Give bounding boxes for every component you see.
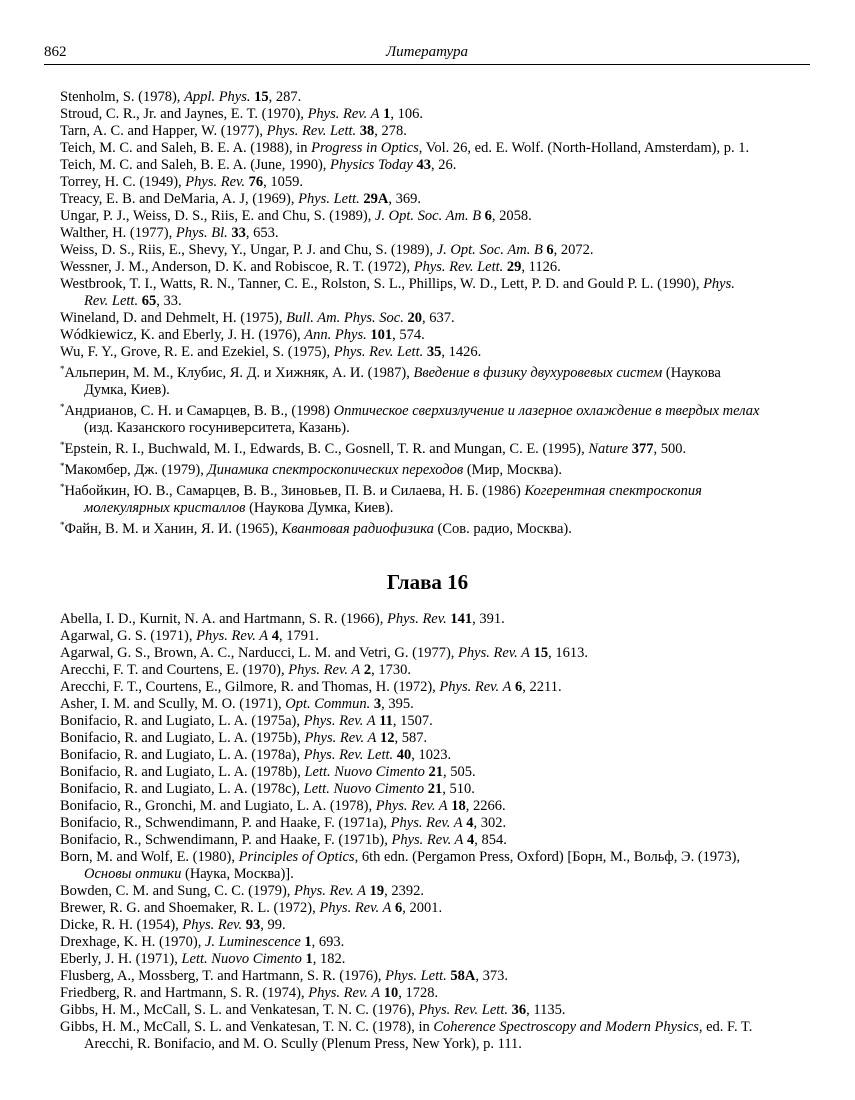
- reference-entry: Abella, I. D., Kurnit, N. A. and Hartmann, S. R. (1966), Phys. Rev. 141, 391.: [60, 611, 505, 627]
- reference-entry: Walther, H. (1977), Phys. Bl. 33, 653.: [60, 225, 279, 241]
- reference-entry: Agarwal, G. S., Brown, A. C., Narducci, L. M. and Vetri, G. (1977), Phys. Rev. A 15, 1613.: [60, 645, 588, 661]
- reference-entry: Stroud, C. R., Jr. and Jaynes, E. T. (1970), Phys. Rev. A 1, 106.: [60, 106, 423, 122]
- reference-entry: Wu, F. Y., Grove, R. E. and Ezekiel, S. (1975), Phys. Rev. Lett. 35, 1426.: [60, 344, 482, 360]
- reference-entry: Wessner, J. M., Anderson, D. K. and Robiscoe, R. T. (1972), Phys. Rev. Lett. 29, 1126.: [60, 259, 561, 275]
- reference-entry: *Макомбер, Дж. (1979), Динамика спектроскопических переходов (Мир, Москва).: [60, 461, 562, 478]
- reference-entry: Bonifacio, R., Schwendimann, P. and Haake, F. (1971a), Phys. Rev. A 4, 302.: [60, 815, 507, 831]
- reference-entry: Westbrook, T. I., Watts, R. N., Tanner, C. E., Rolston, S. L., Phillips, W. D., Lett, P. D. and Gould P. L. (1990), Phys. Rev. Lett. 65, 33.: [60, 276, 735, 309]
- reference-entry: Torrey, H. C. (1949), Phys. Rev. 76, 1059.: [60, 174, 304, 190]
- reference-entry: Bonifacio, R. and Lugiato, L. A. (1978a), Phys. Rev. Lett. 40, 1023.: [60, 747, 452, 763]
- reference-entry: Born, M. and Wolf, E. (1980), Principles of Optics, 6th edn. (Pergamon Press, Oxford) [Борн, М., Вольф, Э. (1973), Основы оптики (Наука, Москва)].: [60, 849, 741, 882]
- reference-entry: Bonifacio, R., Schwendimann, P. and Haake, F. (1971b), Phys. Rev. A 4, 854.: [60, 832, 507, 848]
- running-head: [44, 42, 810, 65]
- reference-entry: *Андрианов, С. Н. и Самарцев, В. В., (1998) Оптическое сверхизлучение и лазерное охлаждение в твердых телах (изд. Казанского госуниверситета, Казань).: [60, 402, 760, 436]
- reference-list-chapter-16: [60, 611, 760, 1053]
- reference-list-chapter-15: [60, 89, 760, 538]
- reference-entry: Wineland, D. and Dehmelt, H. (1975), Bull. Am. Phys. Soc. 20, 637.: [60, 310, 455, 326]
- reference-entry: *Альперин, М. М., Клубис, Я. Д. и Хижняк, А. И. (1987), Введение в физику двухуровевых систем (Наукова Думка, Киев).: [60, 364, 721, 398]
- reference-entry: Bonifacio, R. and Lugiato, L. A. (1978b), Lett. Nuovo Cimento 21, 505.: [60, 764, 476, 780]
- reference-entry: Bonifacio, R. and Lugiato, L. A. (1975b), Phys. Rev. A 12, 587.: [60, 730, 428, 746]
- reference-entry: Ungar, P. J., Weiss, D. S., Riis, E. and Chu, S. (1989), J. Opt. Soc. Am. B 6, 2058.: [60, 208, 532, 224]
- reference-entry: *Набойкин, Ю. В., Самарцев, В. В., Зиновьев, П. В. и Силаева, Н. Б. (1986) Когерентная спектроскопия молекулярных кристаллов (Наукова Думка, Киев).: [60, 482, 702, 516]
- reference-entry: Weiss, D. S., Riis, E., Shevy, Y., Ungar, P. J. and Chu, S. (1989), J. Opt. Soc. Am. B 6, 2072.: [60, 242, 594, 258]
- reference-entry: Arecchi, F. T., Courtens, E., Gilmore, R. and Thomas, H. (1972), Phys. Rev. A 6, 2211.: [60, 679, 562, 695]
- reference-entry: Teich, M. C. and Saleh, B. E. A. (June, 1990), Physics Today 43, 26.: [60, 157, 457, 173]
- reference-entry: Teich, M. C. and Saleh, B. E. A. (1988), in Progress in Optics, Vol. 26, ed. E. Wolf. (North-Holland, Amsterdam), p. 1.: [60, 140, 750, 156]
- reference-entry: Arecchi, F. T. and Courtens, E. (1970), Phys. Rev. A 2, 1730.: [60, 662, 411, 678]
- reference-entry: Stenholm, S. (1978), Appl. Phys. 15, 287.: [60, 89, 302, 105]
- reference-entry: Bonifacio, R., Gronchi, M. and Lugiato, L. A. (1978), Phys. Rev. A 18, 2266.: [60, 798, 506, 814]
- reference-entry: Agarwal, G. S. (1971), Phys. Rev. A 4, 1791.: [60, 628, 319, 644]
- reference-entry: Bonifacio, R. and Lugiato, L. A. (1975a), Phys. Rev. A 11, 1507.: [60, 713, 433, 729]
- reference-entry: *Epstein, R. I., Buchwald, M. I., Edwards, B. C., Gosnell, T. R. and Mungan, C. E. (1995), Nature 377, 500.: [60, 440, 687, 457]
- reference-entry: Drexhage, K. H. (1970), J. Luminescence 1, 693.: [60, 934, 345, 950]
- reference-entry: Bonifacio, R. and Lugiato, L. A. (1978c), Lett. Nuovo Cimento 21, 510.: [60, 781, 475, 797]
- reference-entry: Dicke, R. H. (1954), Phys. Rev. 93, 99.: [60, 917, 286, 933]
- reference-entry: Tarn, A. C. and Happer, W. (1977), Phys. Rev. Lett. 38, 278.: [60, 123, 407, 139]
- reference-entry: Gibbs, H. M., McCall, S. L. and Venkatesan, T. N. C. (1978), in Coherence Spectroscopy and Modern Physics, ed. F. T. Arecchi, R. Bonifacio, and M. O. Scully (Plenum Press, New York), p. 111.: [60, 1019, 753, 1052]
- reference-entry: Friedberg, R. and Hartmann, S. R. (1974), Phys. Rev. A 10, 1728.: [60, 985, 439, 1001]
- reference-entry: Flusberg, A., Mossberg, T. and Hartmann, S. R. (1976), Phys. Lett. 58A, 373.: [60, 968, 509, 984]
- page-number: 862: [44, 44, 67, 60]
- running-title: Литература: [385, 44, 469, 60]
- reference-entry: Brewer, R. G. and Shoemaker, R. L. (1972), Phys. Rev. A 6, 2001.: [60, 900, 443, 916]
- reference-entry: Asher, I. M. and Scully, M. O. (1971), Opt. Commun. 3, 395.: [60, 696, 414, 712]
- reference-entry: Eberly, J. H. (1971), Lett. Nuovo Cimento 1, 182.: [60, 951, 346, 967]
- reference-entry: Bowden, C. M. and Sung, C. C. (1979), Phys. Rev. A 19, 2392.: [60, 883, 424, 899]
- reference-entry: Gibbs, H. M., McCall, S. L. and Venkatesan, T. N. C. (1976), Phys. Rev. Lett. 36, 1135.: [60, 1002, 566, 1018]
- reference-entry: Wódkiewicz, K. and Eberly, J. H. (1976), Ann. Phys. 101, 574.: [60, 327, 425, 343]
- reference-entry: Treacy, E. B. and DeMaria, A. J, (1969), Phys. Lett. 29A, 369.: [60, 191, 421, 207]
- chapter-heading: Глава 16: [386, 570, 469, 594]
- reference-entry: *Файн, В. М. и Ханин, Я. И. (1965), Квантовая радиофизика (Сов. радио, Москва).: [60, 520, 572, 537]
